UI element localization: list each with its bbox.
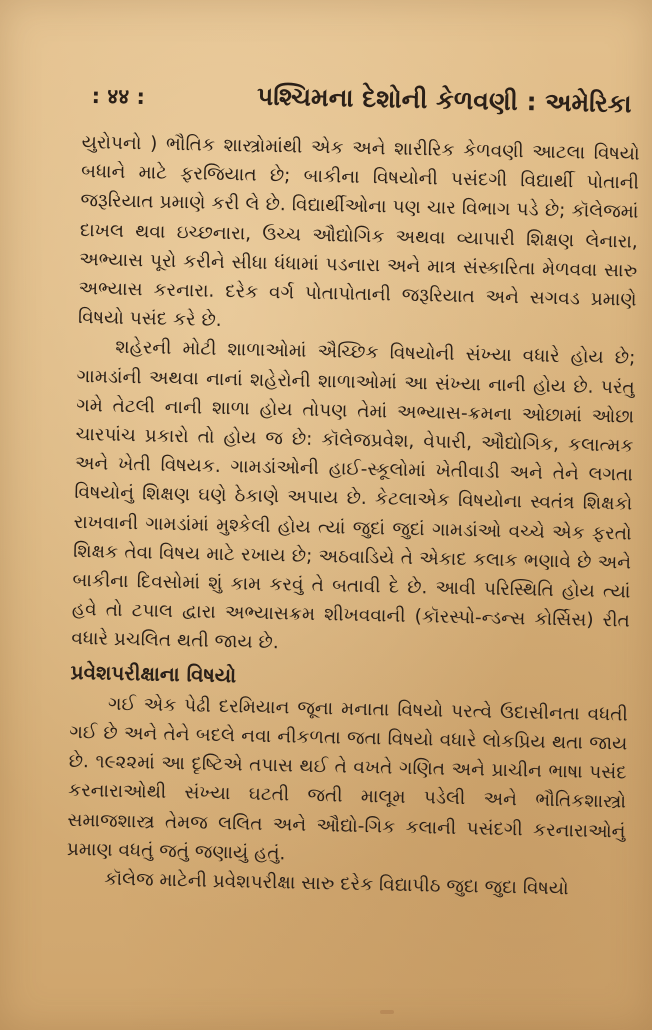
- paragraph-2: શહેરની મોટી શાળાઓમાં ઐચ્છિક વિષયોની સંખ્યા વધારે હોય છે; ગામડાંની અથવા નાનાં શહેરોની શાળાઓમાં આ સંખ્યા નાની હોય છે. પરંતુ ગમે તેટલી નાની શાળા હોય તોપણ તેમાં અભ્યાસ-ક્રમના ઓછામાં ઓછા ચારપાંચ પ્રકારો તો હોય જ છે: કૉલેજપ્રવેશ, વેપારી, ઔદ્યોગિક, કલાત્મક અને ખેતી વિષયક. ગામડાંઓની હાઈ-સ્કૂલોમાં ખેતીવાડી અને તેને લગતા વિષયોનું શિક્ષણ ઘણે ઠેકાણે અપાય છે. કેટલાએક વિષયોના સ્વતંત્ર શિક્ષકો રાખવાની ગામડાંમાં મુશ્કેલી હોય ત્યાં જુદાં જુદાં ગામડાંઓ વચ્ચે એક ફરતો શિક્ષક તેવા વિષય માટે રખાય છે; અઠવાડિયે તે એકાદ કલાક ભણાવે છે અને બાકીના દિવસોમાં શું કામ કરવું તે બતાવી દે છે. આવી પરિસ્થિતિ હોય ત્યાં હવે તો ટપાલ દ્વારા અભ્યાસક્રમ શીખવવાની (કૉરસ્પો-ન્ડન્સ કોર્સિસ) રીત વધારે પ્રચલિત થતી જાય છે.: [71, 337, 636, 654]
- page-body: [66, 128, 640, 905]
- section-heading: પ્રવેશપરીક્ષાના વિષયો: [70, 659, 237, 688]
- running-title: પશ્ચિમના દેશોની કેળવણી : અમેરિકા: [256, 81, 632, 119]
- paragraph-4: કૉલેજ માટેની પ્રવેશપરીક્ષા સારુ દરેક વિદ્યાપીઠ જુદા જુદા વિષયો: [104, 868, 569, 900]
- paragraph-1: યુરોપનો ) ભૌતિક શાસ્ત્રોમાંથી એક અને શારીરિક કેળવણી આટલા વિષયો બધાને માટે ફરજિયાત છે; બાકીના વિષયોની પસંદગી વિદ્યાર્થી પોતાની જરૂરિયાત પ્રમાણે કરી લે છે. વિદ્યાર્થીઓના પણ ચાર વિભાગ પડે છે; કૉલેજમાં દાખલ થવા ઇચ્છનારા, ઉચ્ચ ઔદ્યોગિક અથવા વ્યાપારી શિક્ષણ લેનારા, અભ્યાસ પૂરો કરીને સીધા ધંધામાં પડનારા અને માત્ર સંસ્કારિતા મેળવવા સારુ અભ્યાસ કરનારા. દરેક વર્ગ પોતાપોતાની જરૂરિયાત અને સગવડ પ્રમાણે વિષયો પસંદ કરે છે.: [77, 131, 640, 332]
- page-header: [91, 78, 632, 129]
- paper-speck: [380, 1010, 394, 1014]
- page-number: : ४४ :: [91, 83, 146, 110]
- paragraph-3: ગઈ એક પેઢી દરમિયાન જૂના મનાતા વિષયો પરત્વે ઉદાસીનતા વધતી ગઈ છે અને તેને બદલે નવા નીકળતા જતા વિષયો વધારે લોકપ્રિય થતા જાય છે. ૧૯૨૨માં આ દૃષ્ટિએ તપાસ થઈ તે વખતે ગણિત અને પ્રાચીન ભાષા પસંદ કરનારાઓથી સંખ્યા ઘટતી જતી માલૂમ પડેલી અને ભૌતિકશાસ્ત્રો સમાજશાસ્ત્ર તેમજ લલિત અને ઔદ્યો-ગિક કલાની પસંદગી કરનારાઓનું પ્રમાણ વધતું જતું જણાયું હતું.: [66, 693, 629, 865]
